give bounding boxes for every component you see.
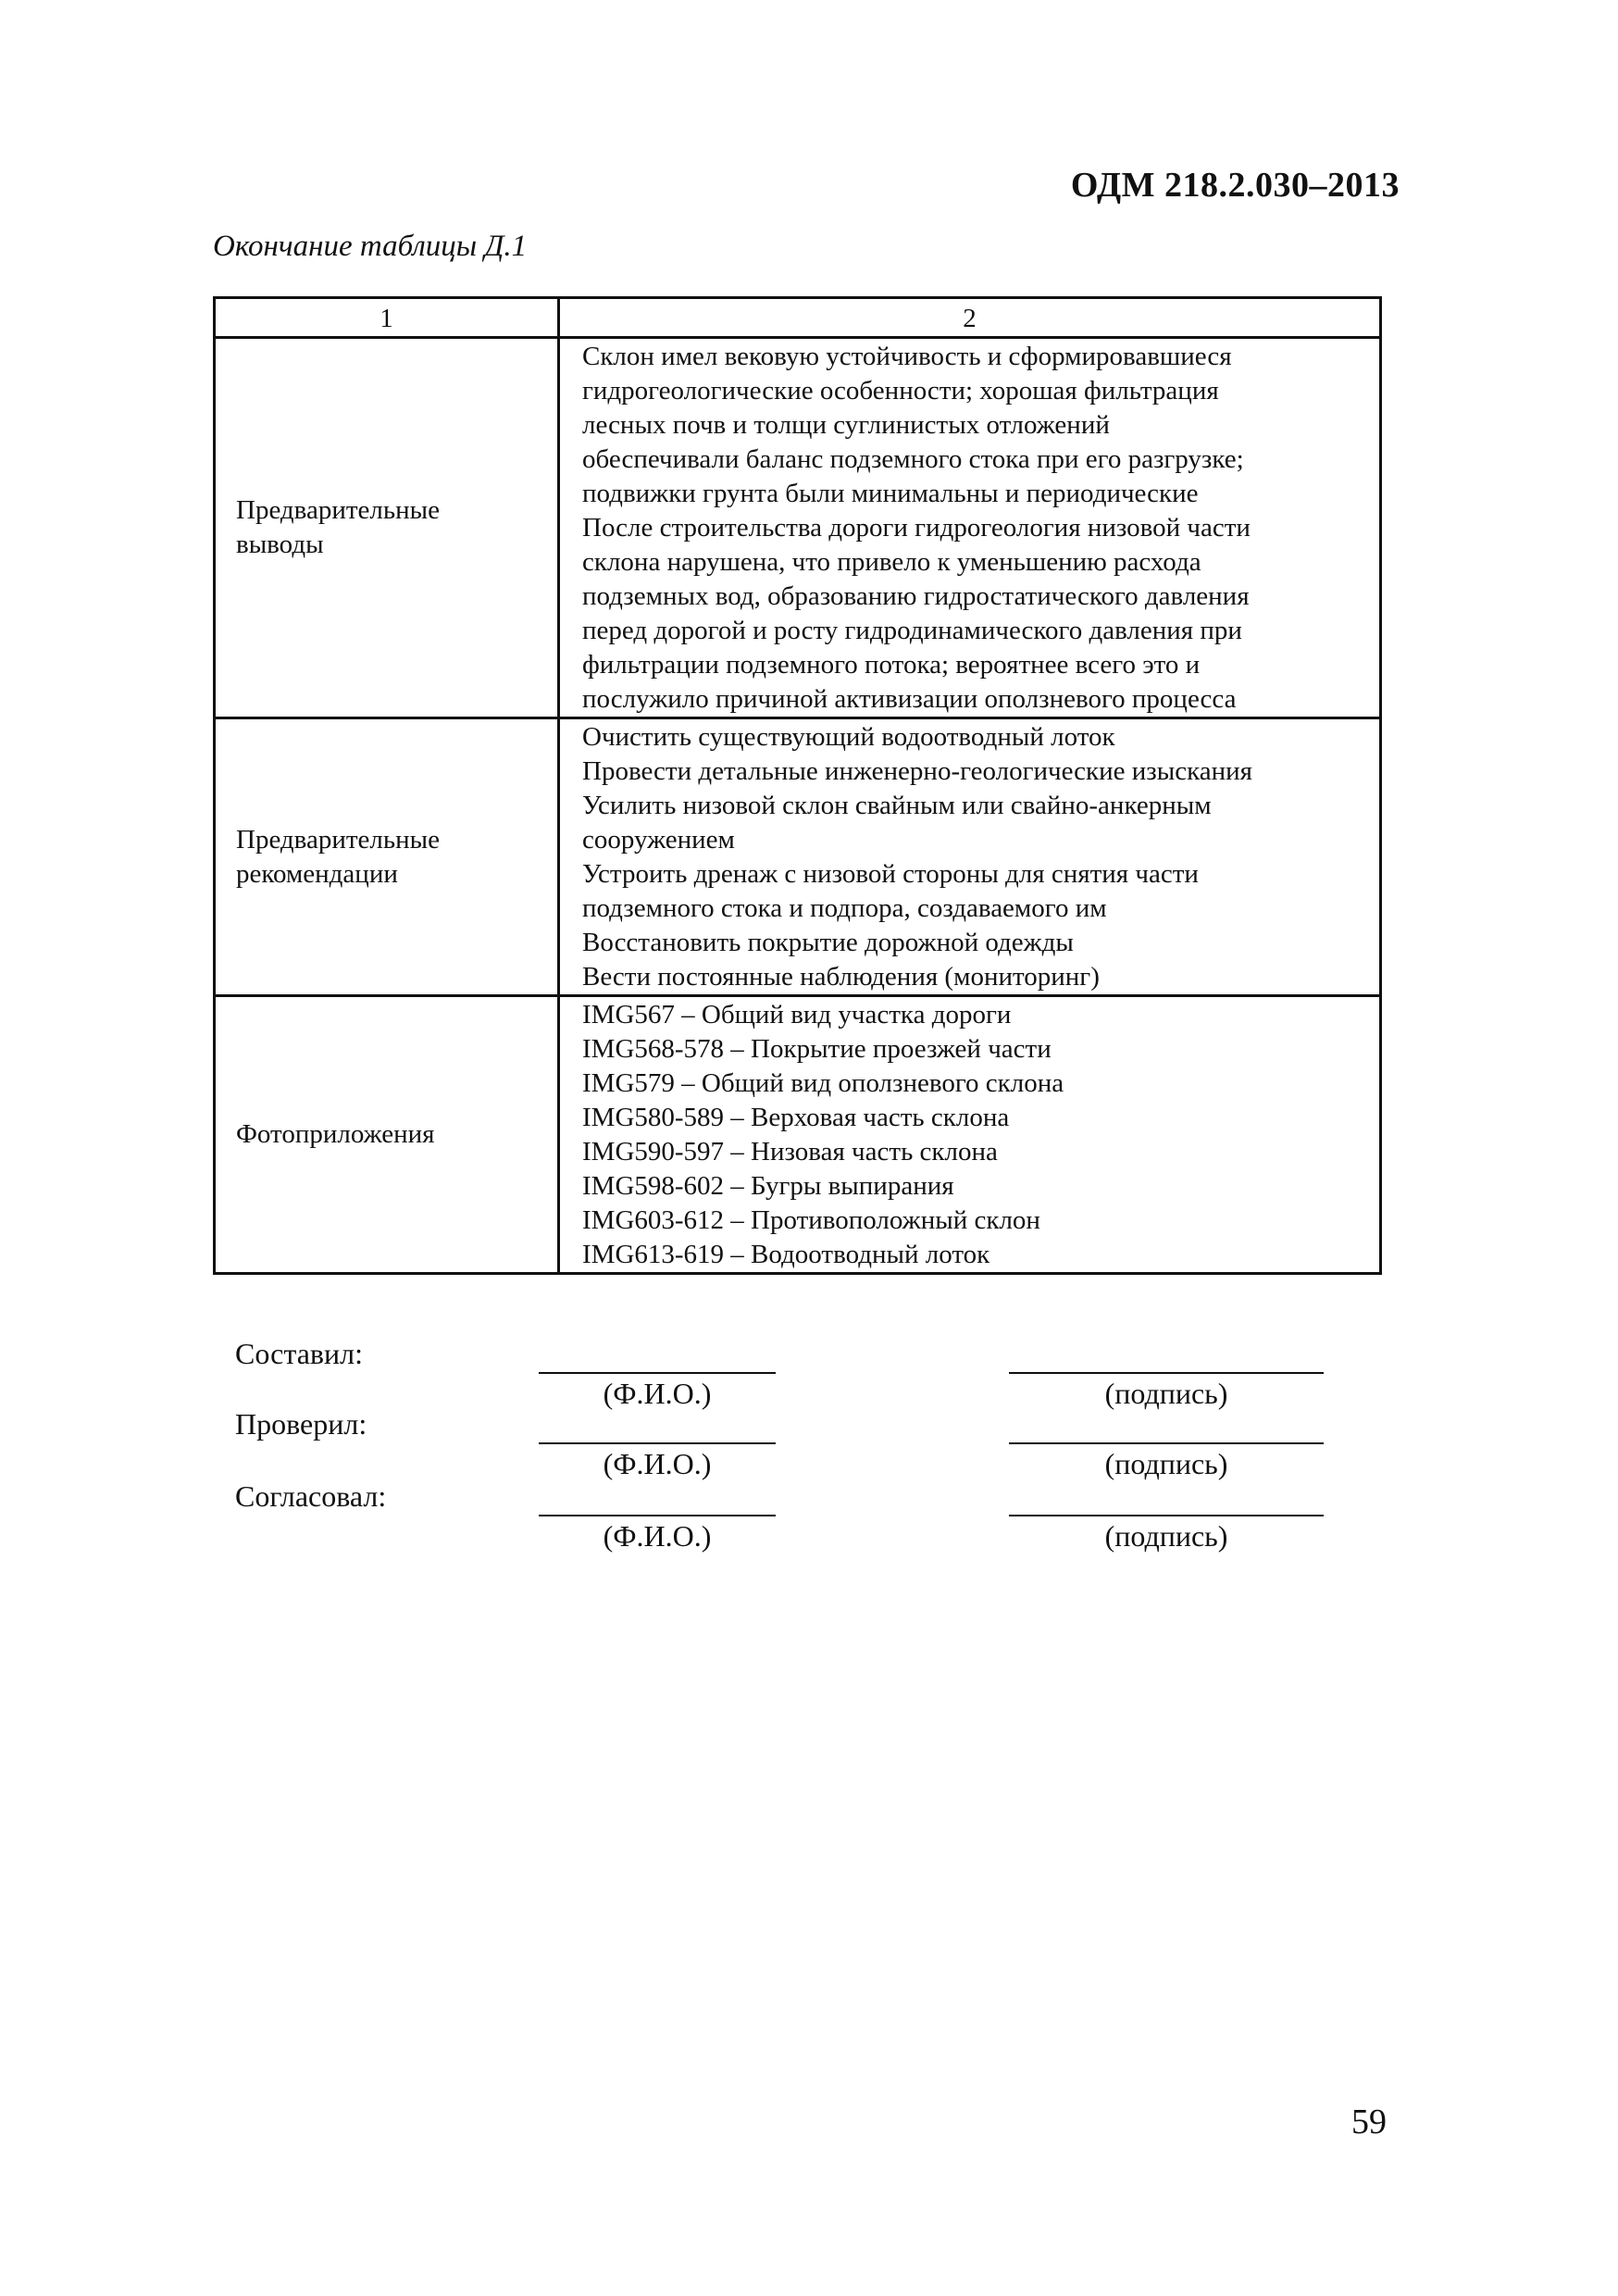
row-text-line: IMG580-589 – Верховая часть склона [582, 1103, 1010, 1132]
row-text-line: IMG590-597 – Низовая часть склона [582, 1137, 998, 1167]
table-header-row [215, 298, 1381, 338]
signature-caption: (подпись) [1104, 1447, 1228, 1480]
row-content-cell [559, 996, 1381, 1274]
signature-line [1009, 1515, 1324, 1516]
row-label-line: Предварительные [236, 495, 441, 525]
row-content-cell [559, 338, 1381, 718]
row-text-line: IMG598-602 – Бугры выпирания [582, 1171, 954, 1201]
table-caption: Окончание таблицы Д.1 [213, 230, 528, 263]
name-line [539, 1442, 776, 1444]
name-line [539, 1515, 776, 1516]
row-text-line: Вести постоянные наблюдения (мониторинг) [582, 962, 1100, 992]
row-label-line: Предварительные [236, 824, 441, 855]
row-text-line: обеспечивали баланс подземного стока при его разгрузке; [582, 444, 1244, 474]
row-text-line: Очистить существующий водоотводный лоток [582, 722, 1115, 752]
column-header: 1 [215, 298, 559, 338]
row-label-line: рекомендации [236, 858, 398, 889]
page-number: 59 [1351, 2103, 1387, 2141]
row-text-line: сооружением [582, 825, 735, 855]
row-text-line: После строительства дороги гидрогеология низовой части [582, 513, 1251, 543]
signature-caption: (подпись) [1104, 1519, 1228, 1553]
row-text-line: лесных почв и толщи суглинистых отложений [582, 410, 1110, 440]
table-row [215, 718, 1381, 996]
row-content-cell [559, 718, 1381, 996]
row-text-line: перед дорогой и росту гидродинамического давления при [582, 616, 1242, 645]
row-text-line: Восстановить покрытие дорожной одежды [582, 928, 1074, 957]
row-text-line: IMG603-612 – Противоположный склон [582, 1205, 1040, 1235]
name-caption: (Ф.И.О.) [603, 1519, 712, 1553]
table-row [215, 338, 1381, 718]
document-code: ОДМ 218.2.030–2013 [1070, 166, 1400, 205]
row-text-line: фильтрации подземного потока; вероятнее всего это и [582, 650, 1201, 680]
row-label-cell [215, 338, 559, 718]
table-row [215, 996, 1381, 1274]
signature-role-label: Составил: [235, 1337, 364, 1370]
row-label-line: выводы [236, 530, 324, 559]
row-text-line: Усилить низовой склон свайным или свайно-анкерным [582, 791, 1212, 820]
row-label-cell [215, 996, 559, 1274]
data-table [213, 296, 1382, 1275]
row-text-line: склона нарушена, что привело к уменьшению расхода [582, 547, 1201, 577]
row-text-line: послужило причиной активизации оползневого процесса [582, 684, 1237, 714]
signature-line [1009, 1442, 1324, 1444]
name-line [539, 1372, 776, 1374]
row-text-line: IMG613-619 – Водоотводный лоток [582, 1240, 990, 1269]
name-caption: (Ф.И.О.) [603, 1447, 712, 1480]
row-text-line: гидрогеологические особенности; хорошая фильтрация [582, 376, 1219, 406]
row-text-line: IMG568-578 – Покрытие проезжей части [582, 1034, 1052, 1064]
row-label-cell [215, 718, 559, 996]
row-text-line: Склон имел вековую устойчивость и сформировавшиеся [582, 342, 1232, 371]
column-header: 2 [559, 298, 1381, 338]
row-text-line: IMG579 – Общий вид оползневого склона [582, 1068, 1064, 1098]
row-text-line: подземных вод, образованию гидростатического давления [582, 581, 1250, 611]
row-text-line: IMG567 – Общий вид участка дороги [582, 1000, 1012, 1029]
row-text-line: подвижки грунта были минимальны и периодические [582, 479, 1199, 508]
signature-line [1009, 1372, 1324, 1374]
row-text-line: подземного стока и подпора, создаваемого им [582, 893, 1107, 923]
row-label-line: Фотоприложения [236, 1119, 435, 1149]
signature-caption: (подпись) [1104, 1377, 1228, 1410]
row-text-line: Провести детальные инженерно-геологические изыскания [582, 756, 1253, 786]
signature-role-label: Согласовал: [235, 1479, 387, 1513]
name-caption: (Ф.И.О.) [603, 1377, 712, 1410]
signature-role-label: Проверил: [235, 1407, 367, 1441]
row-text-line: Устроить дренаж с низовой стороны для снятия части [582, 859, 1199, 889]
